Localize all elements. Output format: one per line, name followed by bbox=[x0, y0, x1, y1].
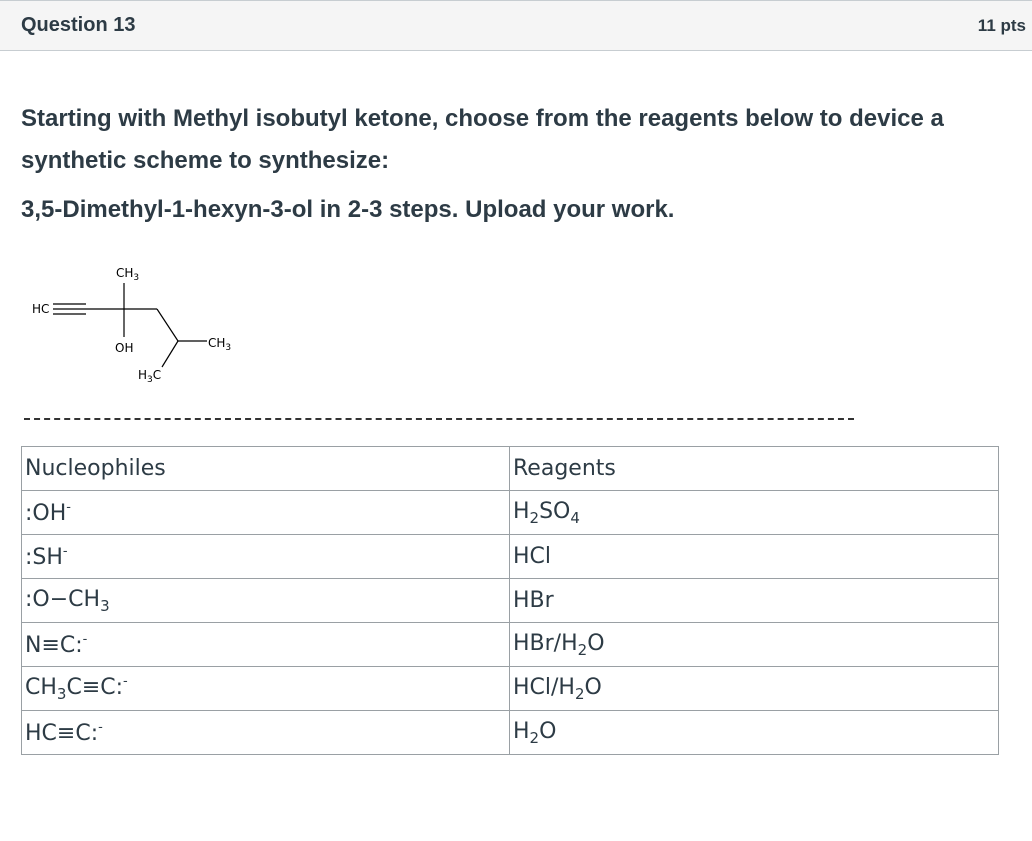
reagent-cell: HBr/$H_2O$ bbox=[510, 623, 999, 667]
question-points: 11 pts bbox=[977, 16, 1026, 35]
reagent-cell: HBr bbox=[510, 579, 999, 623]
reagent-cell: HCl/$H_2O$ bbox=[510, 667, 999, 711]
header-nucleophiles: Nucleophiles bbox=[22, 447, 510, 491]
reagents-table bbox=[21, 446, 999, 755]
divider-dashed bbox=[24, 418, 854, 420]
table-row bbox=[22, 579, 999, 623]
question-prompt: Starting with Methyl isobutyl ketone, choose from the reagents below to device a synthetic scheme to synthesize: bbox=[21, 105, 944, 174]
question-title: Question 13 bbox=[21, 14, 136, 36]
label-ch3-right bbox=[208, 336, 231, 353]
reagent-cell: $H_2SO_4$ bbox=[510, 491, 999, 535]
nucleophile-cell: :OH- bbox=[22, 491, 510, 535]
table-row bbox=[22, 623, 999, 667]
label-hc: HC bbox=[32, 302, 50, 316]
label-ch3-right-text: $CH_3$ bbox=[208, 336, 232, 353]
table-header-row bbox=[22, 447, 999, 491]
nucleophile-cell: :SH- bbox=[22, 535, 510, 579]
table-row bbox=[22, 491, 999, 535]
nucleophile-cell: $CH_3C\equiv C:^-$ bbox=[22, 667, 510, 711]
label-oh: OH bbox=[115, 341, 134, 355]
question-header bbox=[0, 0, 1032, 51]
reagent-cell: $H_2O$ bbox=[510, 711, 999, 755]
table-row bbox=[22, 535, 999, 579]
nucleophile-cell: $:O-CH_3$ bbox=[22, 579, 510, 623]
table-row bbox=[22, 667, 999, 711]
label-h3c-text: $H_3C$ bbox=[138, 368, 162, 385]
reagent-cell: HCl bbox=[510, 535, 999, 579]
table-row bbox=[22, 711, 999, 755]
nucleophile-cell: HC≡C:- bbox=[22, 711, 510, 755]
label-ch3-top-text: $CH_3$ bbox=[116, 266, 140, 283]
nucleophile-cell: N≡C:- bbox=[22, 623, 510, 667]
label-ch3-top bbox=[116, 266, 139, 283]
header-reagents: Reagents bbox=[510, 447, 999, 491]
molecule-structure bbox=[20, 255, 260, 395]
label-h3c bbox=[138, 368, 161, 385]
question-task: 3,5-Dimethyl-1-hexyn-3-ol in 2-3 steps. Upload your work. bbox=[21, 196, 675, 223]
